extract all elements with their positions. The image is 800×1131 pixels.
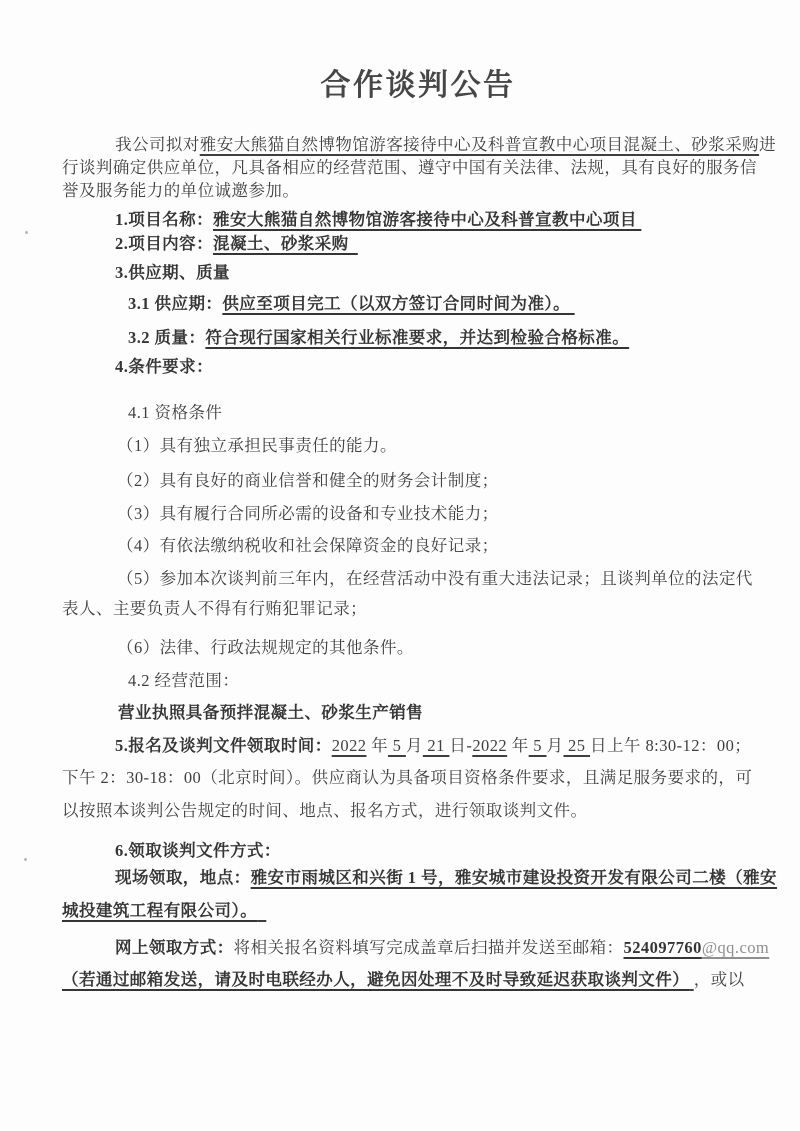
text-run: 下午 2：30-18：00（北京时间）。供应商认为具备项目资格条件要求，且满足服务要求的，可	[62, 768, 753, 787]
text-line	[62, 209, 746, 231]
text-run: 雅安大熊猫自然博物馆游客接待中心及科普宣教中心项目混凝土、砂浆采购	[199, 135, 760, 154]
text-line	[62, 233, 746, 255]
text-run: 2.项目内容：	[115, 234, 214, 253]
text-run: （1）具有独立承担民事责任的能力。	[117, 436, 397, 455]
text-line	[62, 637, 746, 659]
text-line	[62, 800, 746, 822]
text-run: 524097760	[623, 938, 702, 957]
text-run: 日-	[449, 736, 473, 755]
text-run: 3.2 质量：	[128, 328, 206, 347]
text-line	[62, 735, 752, 757]
text-line	[62, 180, 746, 202]
text-line	[62, 840, 746, 862]
text-run: 供应至项目完工（以双方签订合同时间为准）。	[222, 294, 575, 313]
text-line	[62, 767, 753, 789]
text-run: 年	[507, 736, 529, 755]
text-line	[62, 969, 746, 991]
text-run: 21	[422, 736, 450, 755]
text-run: 3.供应期、质量	[115, 263, 230, 282]
text-run: （若通过邮箱发送，请及时电联经办人，避免因处理不及时导致延迟获取谈判文件）	[62, 970, 690, 989]
scan-speck	[24, 858, 27, 861]
text-line	[62, 327, 746, 349]
text-run: 现场领取，地点：	[115, 868, 251, 887]
text-run: 5.报名及谈判文件领取时间：	[115, 736, 332, 755]
text-line	[62, 262, 746, 284]
text-run: ，或以	[693, 970, 745, 989]
text-run: 表人、主要负责人不得有行贿犯罪记录；	[62, 599, 368, 618]
text-run: 混凝土、砂浆采购	[213, 234, 358, 253]
text-run: （6）法律、行政法规规定的其他条件。	[117, 638, 414, 657]
text-run: 进	[759, 135, 777, 154]
text-run: 我公司拟对	[115, 135, 200, 154]
text-line	[62, 598, 746, 620]
text-run: 以按照本谈判公告规定的时间、地点、报名方式，进行领取谈判文件。	[62, 801, 588, 820]
text-run	[257, 901, 266, 920]
text-run: （5）参加本次谈判前三年内，在经营活动中没有重大违法记录；且谈判单位的法定代	[117, 569, 753, 588]
text-line	[62, 568, 753, 590]
text-run: 1.项目名称：	[115, 210, 214, 229]
text-run: 营业执照具备预拌混凝土、砂浆生产销售	[118, 703, 424, 722]
text-line	[62, 867, 777, 889]
text-run: 雅安大熊猫自然博物馆游客接待中心及科普宣教中心项目	[213, 210, 642, 229]
text-run: 网上领取方式：	[115, 938, 234, 957]
text-run: 2022	[472, 736, 508, 755]
text-line	[62, 937, 770, 959]
text-run: 年	[366, 736, 389, 755]
text-run: 6.领取谈判文件方式：	[115, 841, 281, 860]
text-run: （3）具有履行合同所必需的设备和专业技术能力；	[117, 504, 499, 523]
text-line	[62, 402, 746, 424]
text-run: 行谈判确定供应单位，凡具备相应的经营范围、遵守中国有关法律、法规，具有良好的服务信	[62, 158, 757, 177]
text-line	[62, 356, 746, 378]
text-line	[62, 535, 746, 557]
text-run: （4）有依法缴纳税收和社会保障资金的良好记录；	[117, 536, 499, 555]
text-run: 4.1 资格条件	[128, 403, 223, 422]
text-run: 日上午 8:30-12：00；	[590, 736, 752, 755]
text-line	[62, 670, 746, 692]
text-run: 2022	[331, 736, 367, 755]
text-run: 5	[388, 736, 406, 755]
page-title: 合作谈判公告	[320, 69, 516, 102]
text-line	[62, 134, 777, 156]
text-run: 雅安市雨城区和兴街 1 号，雅安城市建设投资开发有限公司二楼（雅安	[250, 868, 777, 887]
text-line	[62, 900, 746, 922]
text-run: 城投建筑工程有限公司）。	[62, 901, 258, 920]
text-run: 5	[528, 736, 547, 755]
text-line	[62, 157, 757, 179]
text-run: 4.条件要求：	[115, 357, 214, 376]
text-run: （2）具有良好的商业信誉和健全的财务会计制度；	[117, 471, 499, 490]
text-run: 誉及服务能力的单位诚邀参加。	[62, 181, 300, 200]
text-run: 将相关报名资料填写完成盖章后扫描并发送至邮箱：	[233, 938, 624, 957]
text-run: 月	[546, 736, 564, 755]
text-run: 符合现行国家相关行业标准要求，并达到检验合格标准。	[205, 328, 630, 347]
text-line	[62, 435, 746, 457]
text-line	[62, 503, 746, 525]
text-run: @qq.com	[701, 938, 770, 957]
text-line	[62, 470, 746, 492]
scan-speck	[25, 231, 28, 234]
text-line	[62, 293, 746, 315]
text-run: 3.1 供应期：	[128, 294, 223, 313]
text-run: 25	[563, 736, 591, 755]
text-run: 4.2 经营范围：	[128, 671, 240, 690]
text-run: 月	[405, 736, 423, 755]
text-line	[62, 702, 746, 724]
